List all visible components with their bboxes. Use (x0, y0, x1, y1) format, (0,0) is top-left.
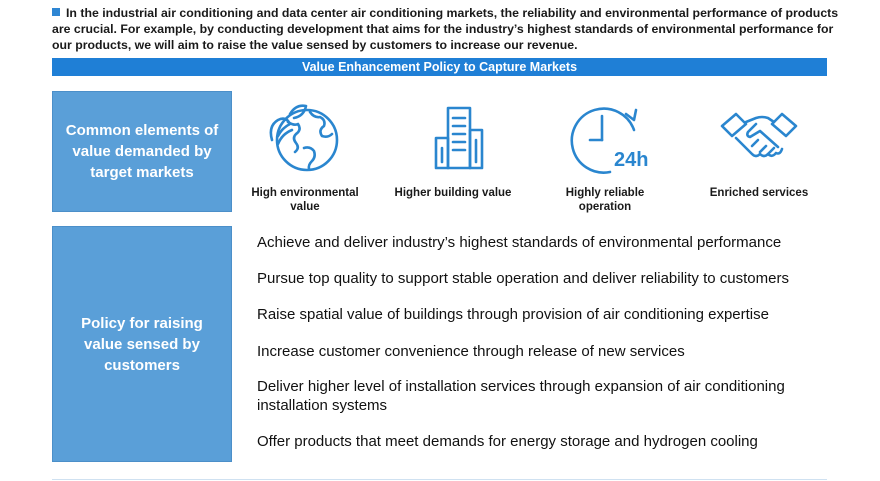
policy-item: Achieve and deliver industry’s highest standards of environmental performance (257, 234, 782, 251)
globe-leaf-icon (260, 100, 350, 178)
value-item-environmental (240, 100, 370, 214)
policy-item: Deliver higher level of installation services through expansion of air conditioning installation systems (257, 378, 785, 414)
value-caption-building: Higher building value (394, 187, 512, 199)
handshake-icon (714, 100, 804, 178)
common-elements-label: Common elements of value demanded by target markets (65, 122, 219, 181)
bullet-square-icon (52, 8, 60, 16)
policy-item: Pursue top quality to support stable operation and deliver reliability to customers (257, 270, 789, 287)
clock-24h-icon (560, 100, 650, 178)
value-caption-reliable: Highly reliable operation (565, 187, 645, 213)
policy-item: Offer products that meet demands for energy storage and hydrogen cooling (257, 433, 758, 450)
value-caption-environmental: High environmental value (251, 187, 359, 213)
policy-item: Raise spatial value of buildings through provision of air conditioning expertise (257, 306, 769, 323)
building-icon (408, 100, 498, 178)
intro-text: In the industrial air conditioning and data center air conditioning markets, the reliability and environmental performance of products are crucial. For example, by conducting development that aims for the industry’s highest standards of environmental performance for our products, we will aim to raise the value sensed by customers to increase our revenue. (52, 6, 839, 52)
policy-label-box (52, 226, 232, 462)
value-caption-services: Enriched services (709, 187, 809, 199)
value-item-reliable (540, 100, 670, 214)
common-elements-label-box (52, 91, 232, 212)
policy-item: Increase customer convenience through release of new services (257, 343, 685, 360)
bottom-divider (52, 479, 827, 480)
intro-paragraph (52, 5, 842, 53)
clock-24h-text: 24h (614, 149, 649, 171)
value-item-building (388, 100, 518, 200)
policy-label: Policy for raising value sensed by customers (81, 314, 203, 374)
value-item-services (694, 100, 824, 200)
section-banner: Value Enhancement Policy to Capture Markets (52, 58, 827, 76)
